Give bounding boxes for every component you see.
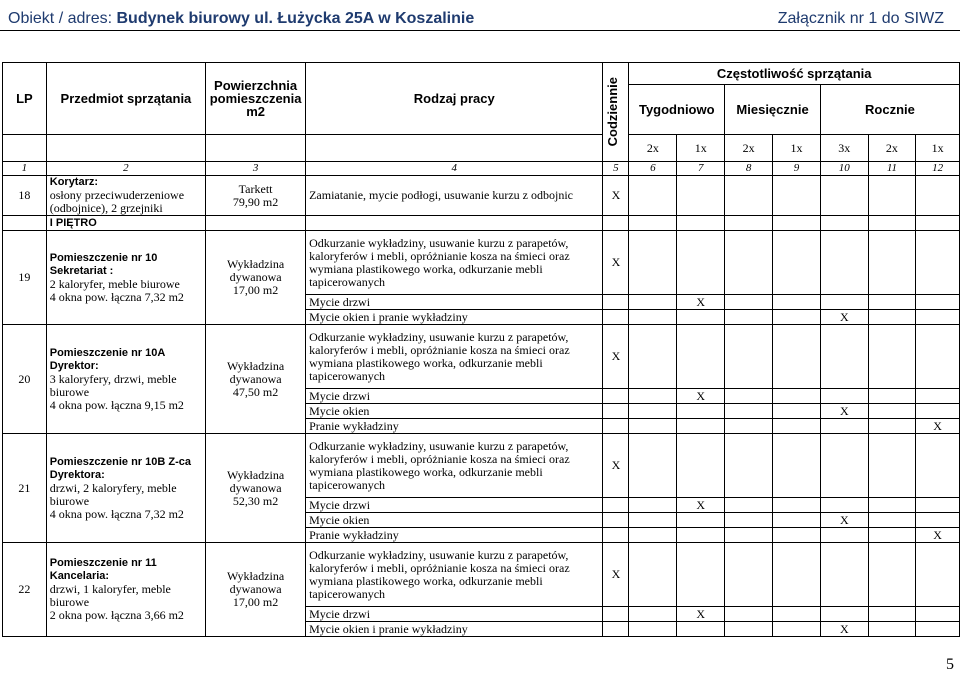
- cleaning-schedule-table: [2, 62, 960, 637]
- row-lp: 18: [3, 176, 47, 216]
- freq-value-2: 1x: [677, 135, 725, 162]
- col-number-10: 10: [820, 162, 868, 176]
- frequency-mark: X: [820, 622, 868, 637]
- daily-cell: [603, 528, 629, 543]
- attachment-label: Załącznik nr 1 do SIWZ: [777, 10, 944, 27]
- daily-cell: [603, 498, 629, 513]
- row-work: Mycie drzwi: [306, 295, 603, 310]
- row-area: Wykładzina dywanowa 52,30 m2: [206, 434, 306, 543]
- table-row: [3, 543, 960, 607]
- row-work: Mycie drzwi: [306, 389, 603, 404]
- table-row: [3, 325, 960, 389]
- row-area: Wykładzina dywanowa 47,50 m2: [206, 325, 306, 434]
- daily-cell: [603, 419, 629, 434]
- frequency-mark: X: [603, 325, 629, 389]
- frequency-mark: X: [820, 404, 868, 419]
- col-daily: Codziennie: [603, 63, 629, 162]
- daily-cell: [603, 513, 629, 528]
- section-label: I PIĘTRO: [46, 216, 205, 231]
- row-work: Pranie wykładziny: [306, 419, 603, 434]
- col-frequency: Częstotliwość sprzątania: [629, 63, 960, 85]
- row-work: Mycie okien i pranie wykładziny: [306, 622, 603, 637]
- row-work: Zamiatanie, mycie podłogi, usuwanie kurzu z odbojnic: [306, 176, 603, 216]
- document-header: [0, 4, 960, 31]
- frequency-mark: X: [603, 434, 629, 498]
- col-number-8: 8: [725, 162, 773, 176]
- table-row: [3, 434, 960, 498]
- row-work: Mycie okien i pranie wykładziny: [306, 310, 603, 325]
- object-address: Budynek biurowy ul. Łużycka 25A w Koszalinie: [116, 10, 475, 27]
- col-monthly: Miesięcznie: [725, 85, 821, 135]
- daily-cell: [603, 389, 629, 404]
- col-number-9: 9: [773, 162, 821, 176]
- freq-value-7: 1x: [916, 135, 960, 162]
- col-number-2: 2: [46, 162, 205, 176]
- frequency-mark: X: [820, 513, 868, 528]
- row-work: Mycie okien: [306, 404, 603, 419]
- freq-value-1: 2x: [629, 135, 677, 162]
- freq-value-4: 1x: [773, 135, 821, 162]
- row-work: Odkurzanie wykładziny, usuwanie kurzu z parapetów, kaloryferów i mebli, opróżnianie kosza na śmieci oraz wymiana plastikowego worka, odkurzanie mebli tapicerowanych: [306, 325, 603, 389]
- daily-cell: [603, 295, 629, 310]
- row-work: Mycie okien: [306, 513, 603, 528]
- row-subject: Pomieszczenie nr 11 Kancelaria: drzwi, 1 kaloryfer, meble biurowe 2 okna pow. łączna 3,66 m2: [46, 543, 205, 637]
- row-subject: Pomieszczenie nr 10A Dyrektor: 3 kaloryfery, drzwi, meble biurowe 4 okna pow. łączna 9,15 m2: [46, 325, 205, 434]
- row-lp: 19: [3, 231, 47, 325]
- row-subject: Pomieszczenie nr 10B Z-ca Dyrektora: drzwi, 2 kaloryfery, meble biurowe 4 okna pow. łączna 7,32 m2: [46, 434, 205, 543]
- row-work: Pranie wykładziny: [306, 528, 603, 543]
- col-number-1: 1: [3, 162, 47, 176]
- col-weekly: Tygodniowo: [629, 85, 725, 135]
- object-address-line: [8, 10, 474, 28]
- col-lp: LP: [3, 63, 47, 135]
- row-work: Mycie drzwi: [306, 607, 603, 622]
- row-work: Odkurzanie wykładziny, usuwanie kurzu z parapetów, kaloryferów i mebli, opróżnianie kosza na śmieci oraz wymiana plastikowego worka, odkurzanie mebli tapicerowanych: [306, 543, 603, 607]
- daily-cell: [603, 310, 629, 325]
- frequency-mark: X: [603, 176, 629, 216]
- col-number-6: 6: [629, 162, 677, 176]
- col-subject: Przedmiot sprzątania: [46, 63, 205, 135]
- frequency-mark: X: [916, 528, 960, 543]
- col-work: Rodzaj pracy: [306, 63, 603, 135]
- object-label: Obiekt / adres:: [8, 10, 113, 27]
- frequency-mark: X: [677, 389, 725, 404]
- col-number-5: 5: [603, 162, 629, 176]
- row-lp: 22: [3, 543, 47, 637]
- row-area: Tarkett 79,90 m2: [206, 176, 306, 216]
- frequency-mark: X: [820, 310, 868, 325]
- col-number-7: 7: [677, 162, 725, 176]
- frequency-mark: X: [677, 498, 725, 513]
- row-work: Mycie drzwi: [306, 498, 603, 513]
- frequency-mark: X: [916, 419, 960, 434]
- row-area: Wykładzina dywanowa 17,00 m2: [206, 231, 306, 325]
- row-work: Odkurzanie wykładziny, usuwanie kurzu z parapetów, kaloryferów i mebli, opróżnianie kosza na śmieci oraz wymiana plastikowego worka, odkurzanie mebli tapicerowanych: [306, 434, 603, 498]
- daily-cell: [603, 607, 629, 622]
- page-number: 5: [946, 656, 954, 673]
- row-area: Wykładzina dywanowa 17,00 m2: [206, 543, 306, 637]
- row-work: Odkurzanie wykładziny, usuwanie kurzu z parapetów, kaloryferów i mebli, opróżnianie kosza na śmieci oraz wymiana plastikowego worka, odkurzanie mebli tapicerowanych: [306, 231, 603, 295]
- frequency-mark: X: [677, 295, 725, 310]
- col-yearly: Rocznie: [820, 85, 959, 135]
- frequency-mark: X: [603, 543, 629, 607]
- frequency-mark: X: [677, 607, 725, 622]
- row-lp: 21: [3, 434, 47, 543]
- col-number-11: 11: [868, 162, 916, 176]
- row-subject: Pomieszczenie nr 10 Sekretariat : 2 kaloryfer, meble biurowe 4 okna pow. łączna 7,32 m2: [46, 231, 205, 325]
- table-row: [3, 231, 960, 295]
- freq-value-5: 3x: [820, 135, 868, 162]
- daily-cell: [603, 622, 629, 637]
- row-subject: Korytarz: osłony przeciwuderzeniowe (odbojnice), 2 grzejniki: [46, 176, 205, 216]
- daily-cell: [603, 404, 629, 419]
- col-number-12: 12: [916, 162, 960, 176]
- table-row: [3, 176, 960, 216]
- row-lp: 20: [3, 325, 47, 434]
- freq-value-6: 2x: [868, 135, 916, 162]
- frequency-mark: X: [603, 231, 629, 295]
- col-area: Powierzchnia pomieszczenia m2: [206, 63, 306, 135]
- col-number-4: 4: [306, 162, 603, 176]
- col-number-3: 3: [206, 162, 306, 176]
- freq-value-3: 2x: [725, 135, 773, 162]
